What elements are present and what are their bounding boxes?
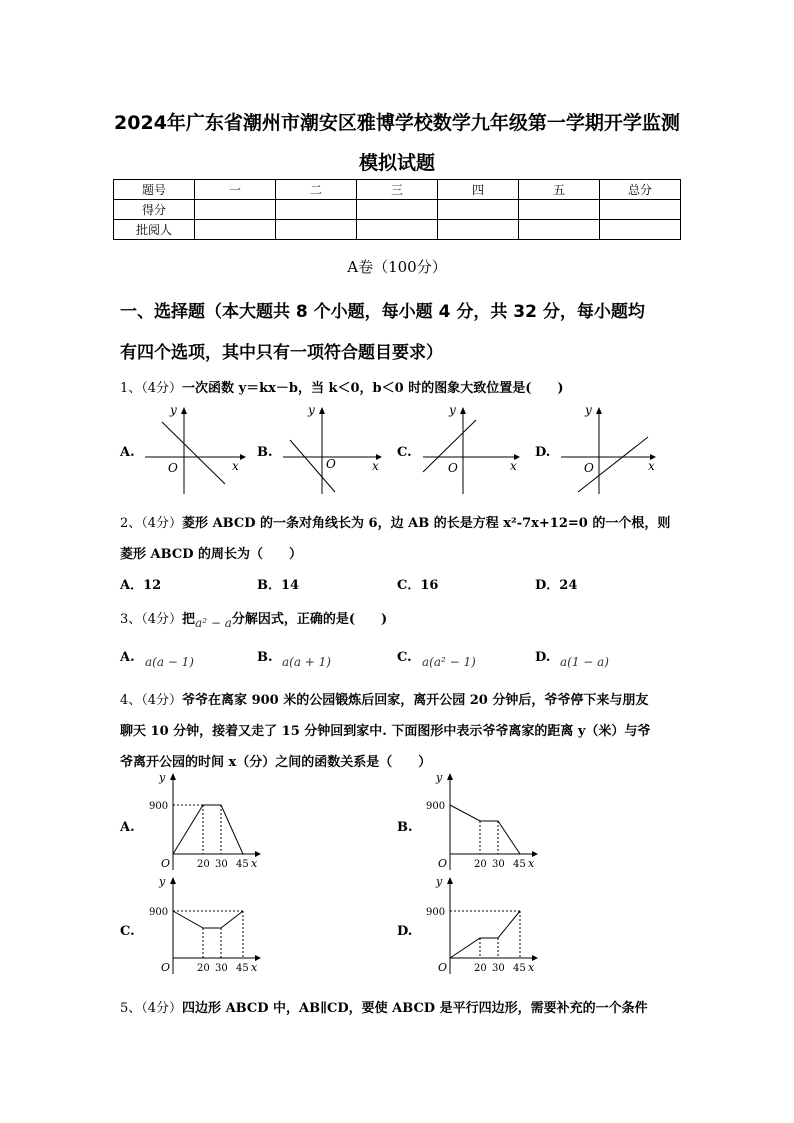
score-cell[interactable] bbox=[438, 200, 519, 220]
question-4-line3: 爷离开公园的时间 x（分）之间的函数关系是（ ） bbox=[120, 755, 432, 770]
score-cell[interactable] bbox=[600, 200, 681, 220]
q1-graph-a bbox=[140, 402, 250, 497]
x-tick-label: 45 bbox=[513, 963, 526, 974]
question-number: 5、（4分） bbox=[120, 1001, 183, 1016]
q2-option-d[interactable]: D．24 bbox=[535, 578, 578, 593]
q3-option-d-expr[interactable]: a(1 − a) bbox=[560, 655, 609, 669]
y-tick-label: 900 bbox=[426, 801, 446, 812]
x-tick-label: 45 bbox=[236, 963, 249, 974]
q3-option-a-label[interactable]: A. bbox=[120, 650, 135, 665]
x-tick-label: 20 bbox=[474, 859, 487, 870]
q1-option-d-label[interactable]: D. bbox=[535, 445, 551, 460]
question-5 bbox=[120, 997, 680, 1016]
origin-label: O bbox=[326, 457, 336, 471]
score-row-label: 得分 bbox=[114, 200, 195, 220]
score-table-header-cell: 总分 bbox=[600, 180, 681, 200]
axis-x-label: x bbox=[528, 961, 535, 974]
q4-option-c-label[interactable]: C. bbox=[120, 924, 135, 939]
question-prefix: 把 bbox=[182, 612, 196, 627]
origin-label: O bbox=[448, 461, 458, 475]
reviewer-cell[interactable] bbox=[519, 220, 600, 240]
score-cell[interactable] bbox=[519, 200, 600, 220]
x-tick-label: 45 bbox=[236, 859, 249, 870]
q1-option-a-label[interactable]: A. bbox=[120, 445, 135, 460]
section-heading-line2: 有四个选项，其中只有一项符合题目要求） bbox=[120, 343, 443, 363]
x-tick-label: 20 bbox=[197, 963, 210, 974]
x-tick-label: 45 bbox=[513, 859, 526, 870]
score-table-header-cell: 题号 bbox=[114, 180, 195, 200]
axis-x-label: x bbox=[251, 857, 258, 870]
axis-x-label: x bbox=[510, 459, 517, 473]
x-tick-label: 30 bbox=[215, 963, 228, 974]
question-2-line2: 菱形 ABCD 的周长为（ ） bbox=[120, 547, 302, 562]
origin-label: O bbox=[584, 461, 594, 475]
x-tick-label: 30 bbox=[492, 859, 505, 870]
axis-y-label: y bbox=[170, 403, 177, 417]
question-text: 一次函数 y＝kx－b，当 k＜0，b＜0 时的图象大致位置是( ) bbox=[182, 381, 564, 396]
question-text: 分解因式，正确的是( ) bbox=[231, 612, 388, 627]
question-number: 3、（4分） bbox=[120, 612, 183, 627]
q2-option-a[interactable]: A．12 bbox=[120, 578, 162, 593]
origin-label: O bbox=[161, 961, 171, 974]
x-tick-label: 20 bbox=[197, 859, 210, 870]
score-table-header-cell: 三 bbox=[357, 180, 438, 200]
page-title-line2: 模拟试题 bbox=[358, 152, 435, 174]
question-number: 2、（4分） bbox=[120, 516, 183, 531]
question-4-line2: 聊天 10 分钟，接着又走了 15 分钟回到家中. 下面图形中表示爷爷离家的距离 y（米）与爷 bbox=[120, 724, 651, 739]
axis-y-label: y bbox=[436, 771, 443, 784]
q4-graph-c bbox=[145, 874, 275, 979]
y-tick-label: 900 bbox=[426, 907, 446, 918]
axis-y-label: y bbox=[159, 771, 166, 784]
q3-option-b-expr[interactable]: a(a + 1) bbox=[282, 655, 331, 669]
y-tick-label: 900 bbox=[149, 801, 169, 812]
q4-option-b-label[interactable]: B. bbox=[397, 820, 413, 835]
axis-y-label: y bbox=[436, 875, 443, 888]
question-expression: a² − a bbox=[195, 616, 232, 630]
q4-option-d-label[interactable]: D. bbox=[397, 924, 413, 939]
q1-graph-d bbox=[556, 402, 666, 497]
q1-graph-c bbox=[418, 402, 528, 497]
q1-option-c-label[interactable]: C. bbox=[397, 445, 412, 460]
score-table-header-row bbox=[114, 180, 681, 200]
origin-label: O bbox=[161, 857, 171, 870]
question-text: 爷爷在离家 900 米的公园锻炼后回家，离开公园 20 分钟后，爷爷停下来与朋友 bbox=[182, 693, 649, 708]
q2-option-b[interactable]: B．14 bbox=[257, 578, 300, 593]
reviewer-cell[interactable] bbox=[276, 220, 357, 240]
score-table-header-cell: 二 bbox=[276, 180, 357, 200]
axis-y-label: y bbox=[308, 403, 315, 417]
q4-graph-b bbox=[422, 770, 552, 875]
y-tick-label: 900 bbox=[149, 907, 169, 918]
axis-x-label: x bbox=[648, 459, 655, 473]
x-tick-label: 30 bbox=[492, 963, 505, 974]
q4-option-a-label[interactable]: A. bbox=[120, 820, 135, 835]
question-1 bbox=[120, 377, 680, 396]
origin-label: O bbox=[438, 857, 448, 870]
question-text: 四边形 ABCD 中，AB∥CD，要使 ABCD 是平行四边形，需要补充的一个条件 bbox=[182, 1001, 648, 1016]
origin-label: O bbox=[168, 461, 178, 475]
reviewer-cell[interactable] bbox=[600, 220, 681, 240]
q4-graph-d bbox=[422, 874, 552, 979]
score-table-row bbox=[114, 200, 681, 220]
reviewer-row-label: 批阅人 bbox=[114, 220, 195, 240]
question-text: 菱形 ABCD 的一条对角线长为 6，边 AB 的长是方程 x²-7x+12=0 的一个根，则 bbox=[182, 516, 671, 531]
question-number: 4、（4分） bbox=[120, 693, 183, 708]
score-cell[interactable] bbox=[276, 200, 357, 220]
score-cell[interactable] bbox=[357, 200, 438, 220]
axis-x-label: x bbox=[232, 459, 239, 473]
score-cell[interactable] bbox=[195, 200, 276, 220]
axis-x-label: x bbox=[251, 961, 258, 974]
axis-y-label: y bbox=[159, 875, 166, 888]
q1-option-b-label[interactable]: B. bbox=[257, 445, 273, 460]
q2-option-c[interactable]: C．16 bbox=[397, 578, 439, 593]
q3-option-a-expr[interactable]: a(a − 1) bbox=[145, 655, 194, 669]
axis-x-label: x bbox=[372, 459, 379, 473]
reviewer-cell[interactable] bbox=[357, 220, 438, 240]
q1-graph-b bbox=[278, 402, 388, 497]
axis-x-label: x bbox=[528, 857, 535, 870]
axis-y-label: y bbox=[585, 403, 592, 417]
q3-option-d-label[interactable]: D. bbox=[535, 650, 551, 665]
q3-option-c-expr[interactable]: a(a² − 1) bbox=[422, 655, 476, 669]
volume-heading: A卷（100分） bbox=[347, 258, 447, 276]
score-table-header-cell: 五 bbox=[519, 180, 600, 200]
question-3 bbox=[120, 608, 680, 630]
section-heading: 一、选择题（本大题共 8 个小题，每小题 4 分，共 32 分，每小题均 bbox=[120, 302, 645, 322]
x-tick-label: 20 bbox=[474, 963, 487, 974]
q4-graph-a bbox=[145, 770, 275, 875]
axis-y-label: y bbox=[449, 403, 456, 417]
page-title: 2024年广东省潮州市潮安区雅博学校数学九年级第一学期开学监测 bbox=[114, 112, 680, 134]
reviewer-cell[interactable] bbox=[195, 220, 276, 240]
score-table-header-cell: 四 bbox=[438, 180, 519, 200]
reviewer-cell[interactable] bbox=[438, 220, 519, 240]
question-number: 1、（4分） bbox=[120, 381, 183, 396]
question-4 bbox=[120, 689, 680, 708]
q3-option-b-label[interactable]: B. bbox=[257, 650, 273, 665]
q3-option-c-label[interactable]: C. bbox=[397, 650, 412, 665]
score-table bbox=[113, 179, 681, 240]
score-table-row bbox=[114, 220, 681, 240]
x-tick-label: 30 bbox=[215, 859, 228, 870]
origin-label: O bbox=[438, 961, 448, 974]
question-2 bbox=[120, 512, 680, 531]
score-table-header-cell: 一 bbox=[195, 180, 276, 200]
